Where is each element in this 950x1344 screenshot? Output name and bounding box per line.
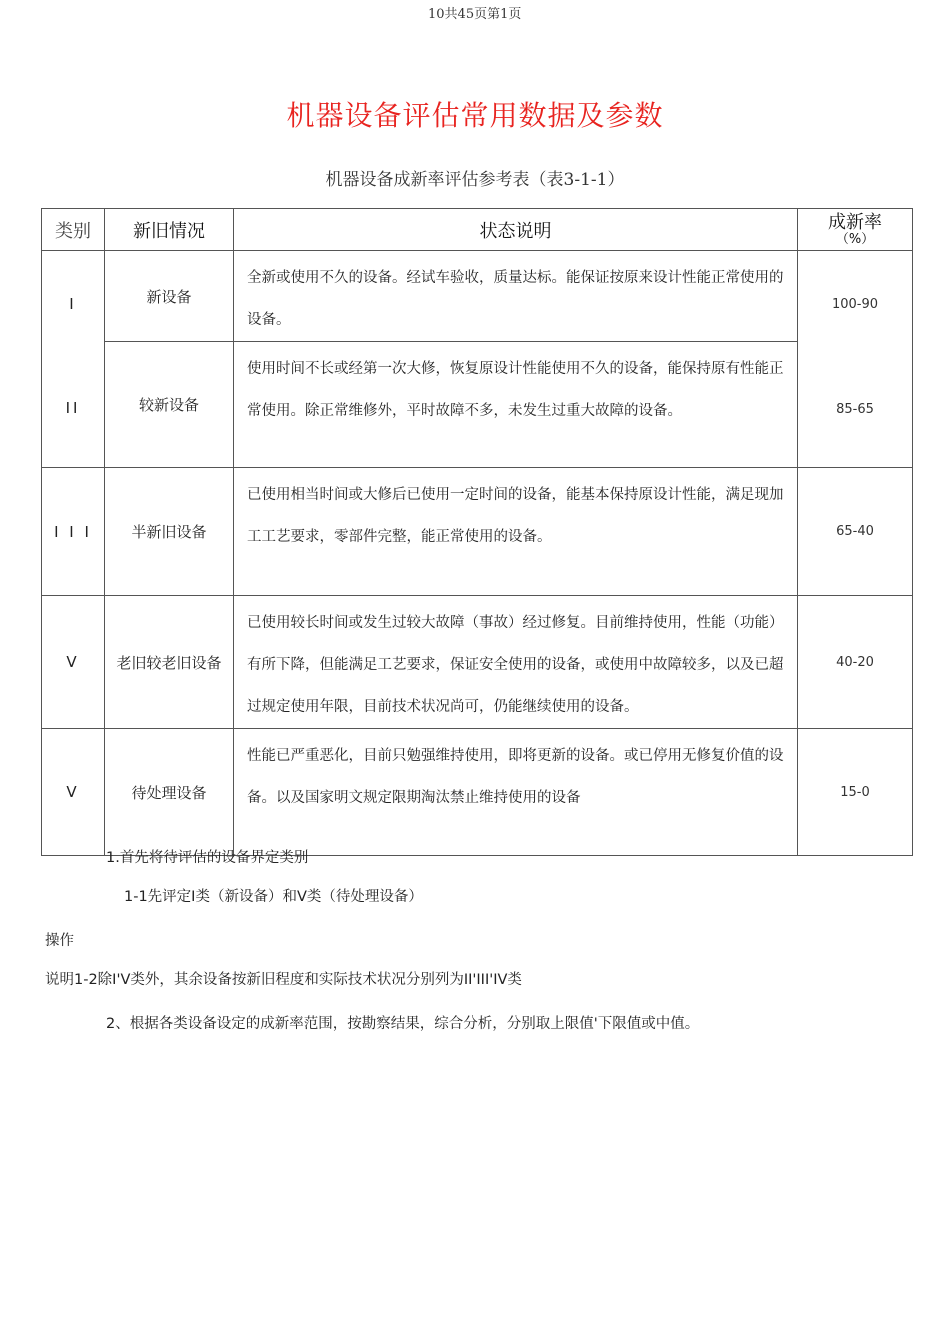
- category-cell: V: [42, 596, 105, 729]
- description-cell: 已使用较长时间或发生过较大故障（事故）经过修复。目前维持使用，性能（功能）有所下降，但能满足工艺要求，保证安全使用的设备，或使用中故障较多，以及已超过规定使用年限，目前技术状况尚可，仍能继续使用的设备。: [234, 596, 798, 729]
- note-step-1: 1.首先将待评估的设备界定类别: [106, 850, 309, 866]
- note-step-1-2: 说明1-2除I'V类外，其余设备按新旧程度和实际技术状况分别列为II'III'IV类: [45, 972, 522, 988]
- rate-cell: 40-20: [798, 596, 913, 729]
- rate-cell: 100-90: [831, 297, 879, 312]
- table-row: [42, 251, 913, 342]
- category-cell-merged: [42, 251, 105, 468]
- page-header: 10共45页第1页: [428, 7, 522, 22]
- note-step-1-1: 1-1先评定I类（新设备）和V类（待处理设备）: [124, 889, 423, 905]
- description-cell: 全新或使用不久的设备。经试车验收，质量达标。能保证按原来设计性能正常使用的设备。: [234, 251, 798, 342]
- table-row: [42, 468, 913, 596]
- table-row: [42, 596, 913, 729]
- header-rate-unit: （%）: [835, 231, 875, 247]
- description-cell: 使用时间不长或经第一次大修，恢复原设计性能使用不久的设备，能保持原有性能正常使用。除正常维修外，平时故障不多，未发生过重大故障的设备。: [234, 342, 798, 468]
- description-cell: 性能已严重恶化，目前只勉强维持使用，即将更新的设备。或已停用无修复价值的设备。以及国家明文规定限期淘汰禁止维持使用的设备: [234, 729, 798, 856]
- table-header-row: [42, 209, 913, 251]
- rate-cell-merged: [798, 251, 913, 468]
- depreciation-table: [41, 208, 913, 856]
- rate-cell: 85-65: [836, 402, 874, 417]
- document-title: 机器设备评估常用数据及参数: [286, 99, 664, 132]
- condition-cell: 新设备: [105, 251, 234, 342]
- note-step-2: 2、根据各类设备设定的成新率范围，按勘察结果，综合分析，分别取上限值'下限值或中值。: [106, 1016, 700, 1032]
- description-cell: 已使用相当时间或大修后已使用一定时间的设备，能基本保持原设计性能，满足现加工工艺要求，零部件完整，能正常使用的设备。: [234, 468, 798, 596]
- category-cell: I: [69, 295, 77, 313]
- condition-cell: 半新旧设备: [105, 468, 234, 596]
- rate-cell: 15-0: [798, 729, 913, 856]
- rate-cell: 65-40: [798, 468, 913, 596]
- condition-cell: 待处理设备: [105, 729, 234, 856]
- table-row: [42, 342, 913, 468]
- category-cell: I I I: [42, 468, 105, 596]
- header-rate: [798, 209, 913, 251]
- condition-cell: 较新设备: [105, 342, 234, 468]
- header-rate-label: 成新率: [828, 211, 882, 233]
- header-description: 状态说明: [234, 209, 798, 251]
- category-cell: V: [42, 729, 105, 856]
- note-operation-label: 操作: [45, 933, 74, 949]
- condition-cell: 老旧较老旧设备: [105, 596, 234, 729]
- table-row: [42, 729, 913, 856]
- header-category: 类别: [42, 209, 105, 251]
- category-cell: II: [65, 399, 81, 417]
- table-caption: 机器设备成新率评估参考表（表3-1-1）: [325, 170, 625, 190]
- header-condition: 新旧情况: [105, 209, 234, 251]
